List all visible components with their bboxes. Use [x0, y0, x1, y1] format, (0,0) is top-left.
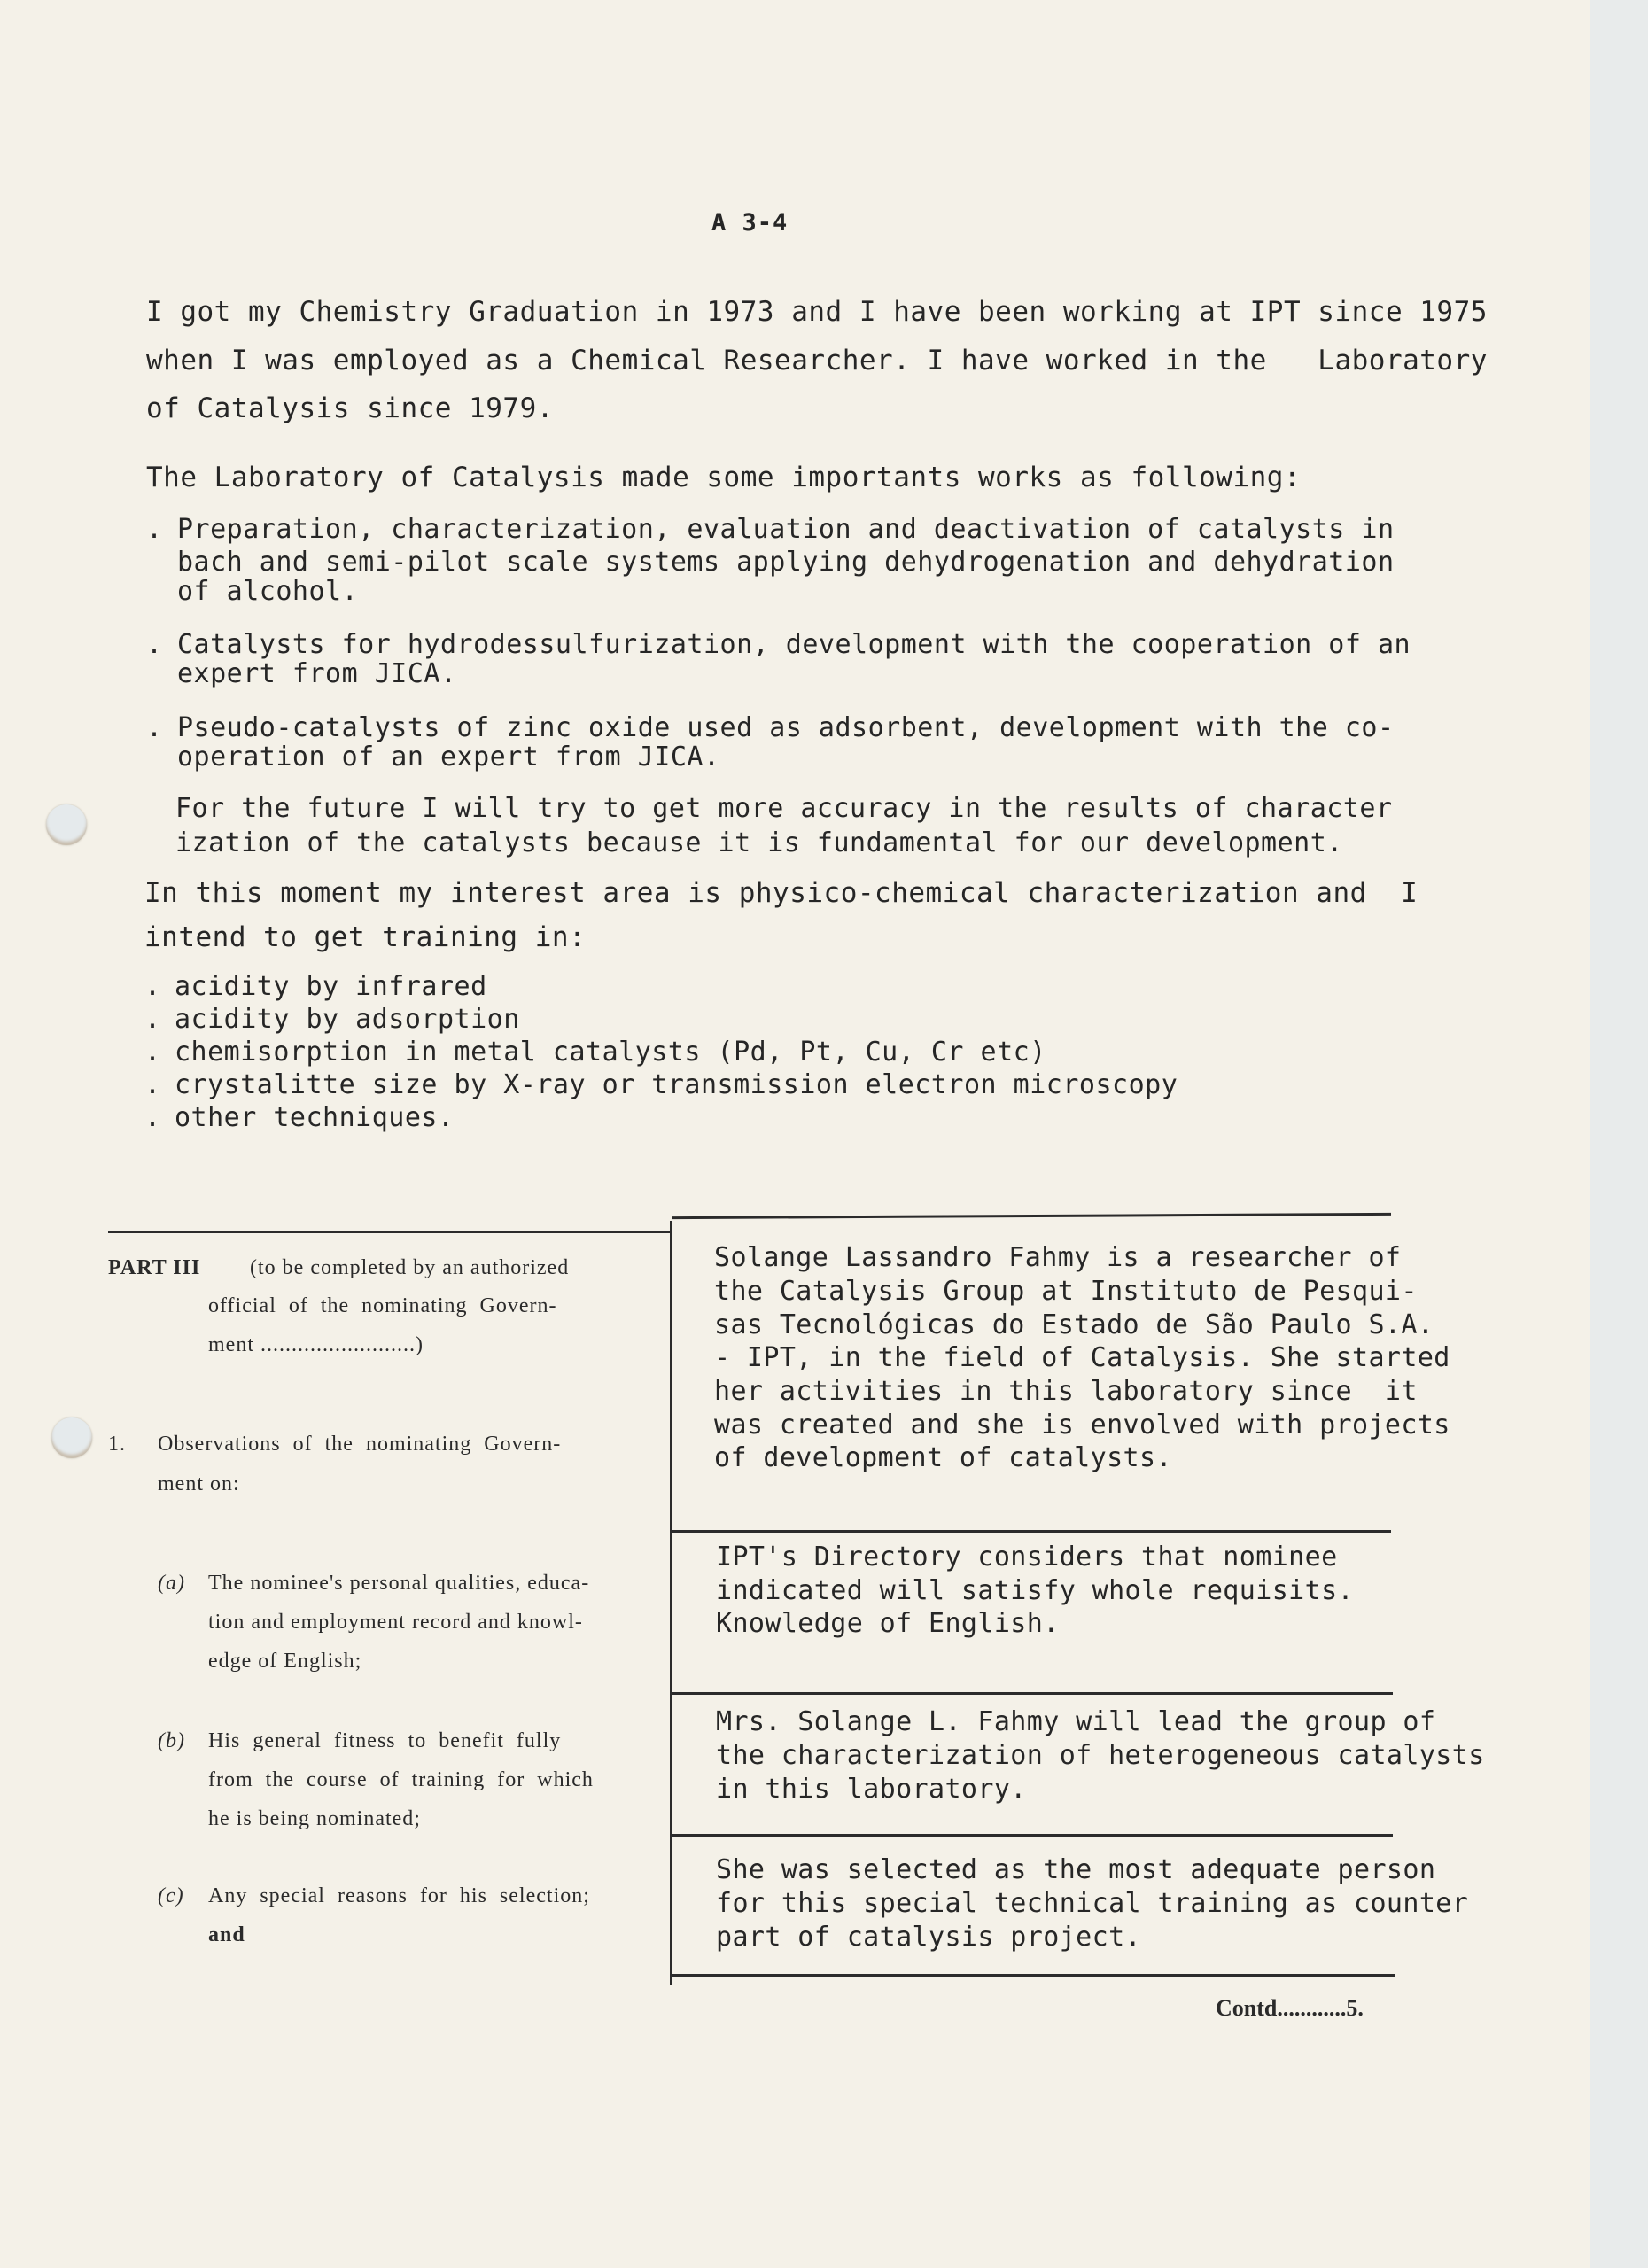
punch-hole: [46, 804, 87, 845]
sub-item-line: Any special reasons for his selection;: [208, 1884, 590, 1907]
response-line: part of catalysis project.: [716, 1922, 1141, 1953]
response-line: Knowledge of English.: [716, 1608, 1060, 1639]
bullet-icon: .: [144, 1102, 161, 1133]
intro-line: when I was employed as a Chemical Researcher. I have worked in the Laboratory: [146, 345, 1488, 377]
work-item-line: operation of an expert from JICA.: [177, 742, 720, 773]
future-line: For the future I will try to get more accuracy in the results of character: [175, 793, 1393, 824]
bullet-icon: .: [146, 712, 163, 743]
scan-background-edge: [1590, 0, 1648, 2268]
response-line: IPT's Directory considers that nominee: [716, 1542, 1338, 1573]
response-line: in this laboratory.: [716, 1774, 1027, 1805]
bullet-icon: .: [144, 1004, 161, 1035]
form-row-rule: [672, 1834, 1393, 1837]
training-item: acidity by infrared: [175, 971, 487, 1002]
work-item-line: expert from JICA.: [177, 658, 457, 689]
form-row-rule: [672, 1530, 1391, 1533]
sub-item-line: The nominee's personal qualities, educa-: [208, 1572, 590, 1595]
response-line: for this special technical training as counter: [716, 1888, 1469, 1919]
bullet-icon: .: [146, 629, 163, 660]
observation-line: ment on:: [158, 1472, 240, 1495]
sub-item-line: His general fitness to benefit fully: [208, 1729, 562, 1752]
form-column-divider: [670, 1221, 672, 1984]
response-line: indicated will satisfy whole requisits.: [716, 1575, 1354, 1606]
sub-item-label: (a): [158, 1572, 185, 1595]
training-item: other techniques.: [175, 1102, 455, 1133]
sub-item-line: edge of English;: [208, 1650, 362, 1673]
response-line: - IPT, in the field of Catalysis. She started: [714, 1342, 1450, 1373]
interest-line: intend to get training in:: [144, 921, 587, 953]
sub-item-label: (b): [158, 1729, 185, 1752]
page-number: A 3-4: [711, 209, 789, 237]
bullet-icon: .: [146, 514, 163, 545]
response-line: the characterization of heterogeneous catalysts: [716, 1740, 1485, 1771]
work-item-line: Preparation, characterization, evaluation and deactivation of catalysts in: [177, 514, 1395, 545]
work-item-line: of alcohol.: [177, 576, 359, 607]
bullet-icon: .: [144, 971, 161, 1002]
form-top-rule-left: [108, 1231, 672, 1233]
sub-item-line: and: [208, 1923, 245, 1946]
continued-note: Contd............5.: [1216, 1995, 1364, 2021]
form-top-rule-right: [672, 1213, 1391, 1219]
punch-hole: [51, 1418, 92, 1458]
form-row-rule: [672, 1692, 1393, 1695]
form-bottom-rule: [672, 1974, 1395, 1977]
part-title-line: (to be completed by an authorized: [250, 1256, 570, 1279]
observation-number: 1.: [108, 1433, 126, 1456]
part-title-line: official of the nominating Govern-: [208, 1294, 557, 1317]
response-line: was created and she is envolved with projects: [714, 1410, 1450, 1441]
bullet-icon: .: [144, 1037, 161, 1068]
response-line: the Catalysis Group at Instituto de Pesqui-: [714, 1276, 1418, 1307]
part-title: PART III: [108, 1256, 201, 1279]
intro-line: of Catalysis since 1979.: [146, 392, 554, 424]
work-item-line: Catalysts for hydrodessulfurization, development with the cooperation of an: [177, 629, 1411, 660]
work-item-line: Pseudo-catalysts of zinc oxide used as adsorbent, development with the co-: [177, 712, 1395, 743]
response-line: of development of catalysts.: [714, 1442, 1172, 1473]
training-item: chemisorption in metal catalysts (Pd, Pt, Cu, Cr etc): [175, 1037, 1046, 1068]
response-line: Solange Lassandro Fahmy is a researcher of: [714, 1242, 1402, 1273]
sub-item-line: from the course of training for which: [208, 1768, 594, 1791]
works-heading: The Laboratory of Catalysis made some importants works as following:: [146, 462, 1302, 493]
bullet-icon: .: [144, 1069, 161, 1100]
response-line: sas Tecnológicas do Estado de São Paulo S.A.: [714, 1309, 1434, 1340]
response-line: She was selected as the most adequate person: [716, 1854, 1436, 1885]
training-item: acidity by adsorption: [175, 1004, 520, 1035]
part-title-line: ment .........................): [208, 1333, 424, 1356]
observation-line: Observations of the nominating Govern-: [158, 1433, 562, 1456]
training-item: crystalitte size by X-ray or transmission electron microscopy: [175, 1069, 1178, 1100]
sub-item-line: tion and employment record and knowl-: [208, 1611, 583, 1634]
intro-line: I got my Chemistry Graduation in 1973 and I have been working at IPT since 1975: [146, 296, 1488, 328]
response-line: Mrs. Solange L. Fahmy will lead the group of: [716, 1706, 1436, 1737]
sub-item-label: (c): [158, 1884, 184, 1907]
interest-line: In this moment my interest area is physico-chemical characterization and I: [144, 877, 1419, 909]
work-item-line: bach and semi-pilot scale systems applying dehydrogenation and dehydration: [177, 547, 1395, 578]
response-line: her activities in this laboratory since it: [714, 1376, 1418, 1407]
sub-item-line: he is being nominated;: [208, 1807, 421, 1830]
future-line: ization of the catalysts because it is fundamental for our development.: [175, 827, 1343, 858]
